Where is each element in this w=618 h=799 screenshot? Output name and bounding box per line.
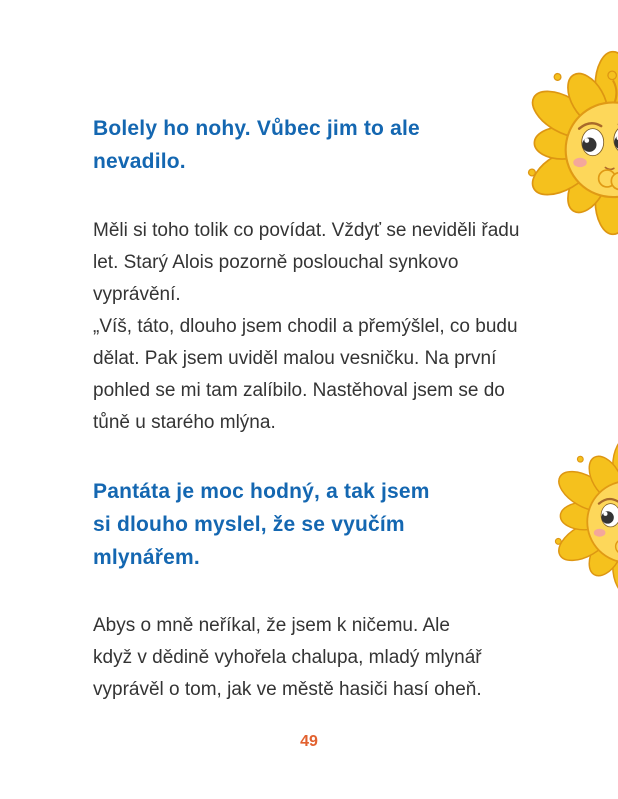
text-line: když v dědině vyhořela chalupa, mladý mlynář	[93, 647, 482, 668]
section-heading	[93, 475, 533, 574]
text-line: „Víš, táto, dlouho jsem chodil a přemýšlel, co budu	[93, 316, 518, 337]
sun-character-illustration	[520, 50, 618, 236]
text-line: vyprávění.	[93, 284, 181, 305]
heading-line: mlynářem.	[93, 546, 200, 569]
heading-line: Bolely ho nohy. Vůbec jim to ale	[93, 117, 420, 140]
page-content	[93, 112, 533, 706]
text-line: Abys o mně neříkal, že jsem k ničemu. Ale	[93, 615, 450, 636]
text-line: let. Starý Alois pozorně poslouchal synkovo	[93, 252, 459, 273]
page-number: 49	[300, 733, 318, 750]
text-line: pohled se mi tam zalíbilo. Nastěhoval jsem se do	[93, 380, 505, 401]
text-line: tůně u starého mlýna.	[93, 412, 276, 433]
heading-line: si dlouho myslel, že se vyučím	[93, 513, 405, 536]
sun-character-illustration	[548, 436, 618, 596]
heading-line: Pantáta je moc hodný, a tak jsem	[93, 480, 430, 503]
heading-line: nevadilo.	[93, 150, 186, 173]
text-line: vyprávěl o tom, jak ve městě hasiči hasí oheň.	[93, 679, 482, 700]
text-line: dělat. Pak jsem uviděl malou vesničku. Na první	[93, 348, 497, 369]
paragraph	[93, 215, 533, 311]
text-line: Měli si toho tolik co povídat. Vždyť se neviděli řadu	[93, 220, 520, 241]
section-heading	[93, 112, 533, 178]
paragraph	[93, 311, 533, 439]
paragraph	[93, 610, 533, 706]
